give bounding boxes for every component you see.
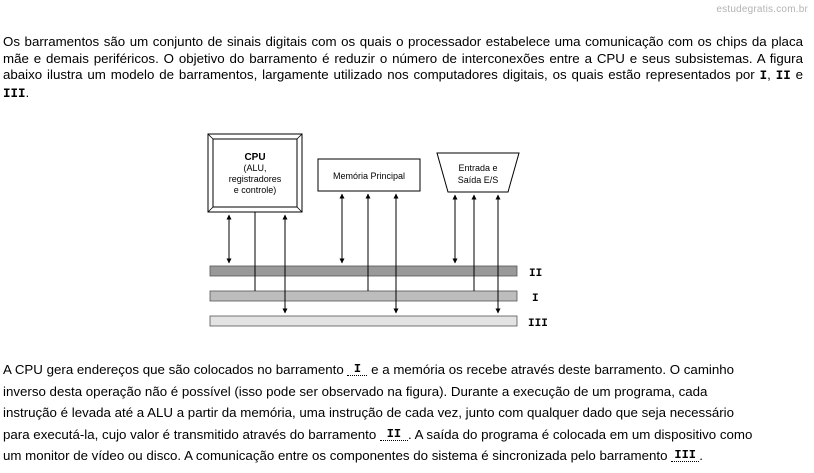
bus-label-i: I bbox=[532, 293, 539, 305]
intro-sep1: , bbox=[767, 67, 776, 82]
blank-3: III bbox=[671, 449, 699, 462]
bus-code-ii: II bbox=[775, 69, 791, 83]
bus-code-i: I bbox=[759, 69, 768, 83]
memory-label: Memória Principal bbox=[332, 171, 406, 181]
bus-ii-bar bbox=[210, 266, 517, 276]
io-line1: Entrada e bbox=[458, 163, 498, 173]
question-text-2: e a memória os recebe através deste barramento. O caminho inverso desta operação não é possível (isso pode ser observado na figura). Durante a execução de um programa, cada instrução é levada até a ALU a partir da memória, uma instrução de cada vez, junto com qualquer dado que seja necessário para executá-la, cujo valor é transmitido através do barramento bbox=[3, 362, 735, 442]
question-paragraph bbox=[3, 359, 763, 467]
intro-text: Os barramentos são um conjunto de sinais digitais com os quais o processador estabelece uma comunicação com os chips da placa mãe e demais periféricos. O objetivo do barramento é reduzir o número de interconexões entre a CPU e seus subsistemas. A figura abaixo ilustra um modelo de barramentos, largamente utilizado nos computadores digitais, os quais estão representados por bbox=[3, 34, 803, 82]
bus-iii-bar bbox=[210, 316, 517, 326]
cpu-line1: (ALU, bbox=[243, 163, 267, 173]
blank-1: I bbox=[347, 363, 367, 376]
question-text-3: . A saída do programa é colocada em um dispositivo como um monitor de vídeo ou disco. A comunicação entre os componentes do sistema é sincronizada pelo barramento bbox=[3, 426, 753, 463]
io-line2: Saída E/S bbox=[457, 175, 499, 185]
cpu-box bbox=[208, 134, 302, 212]
question-text-1: A CPU gera endereços que são colocados no barramento bbox=[3, 362, 348, 377]
intro-sep2: e bbox=[790, 67, 804, 82]
bus-label-iii: III bbox=[528, 318, 548, 330]
question-text-4: . bbox=[699, 448, 703, 463]
bus-i-bar bbox=[210, 291, 517, 301]
bus-label-ii: II bbox=[529, 268, 543, 280]
cpu-title: CPU bbox=[244, 152, 266, 163]
bus-code-iii: III bbox=[3, 86, 26, 101]
blank-2: II bbox=[380, 428, 408, 441]
intro-end: . bbox=[25, 84, 30, 100]
cpu-line2: registradores bbox=[228, 174, 282, 184]
cpu-line3: e controle) bbox=[233, 185, 277, 195]
site-watermark: estudegratis.com.br bbox=[716, 4, 808, 15]
